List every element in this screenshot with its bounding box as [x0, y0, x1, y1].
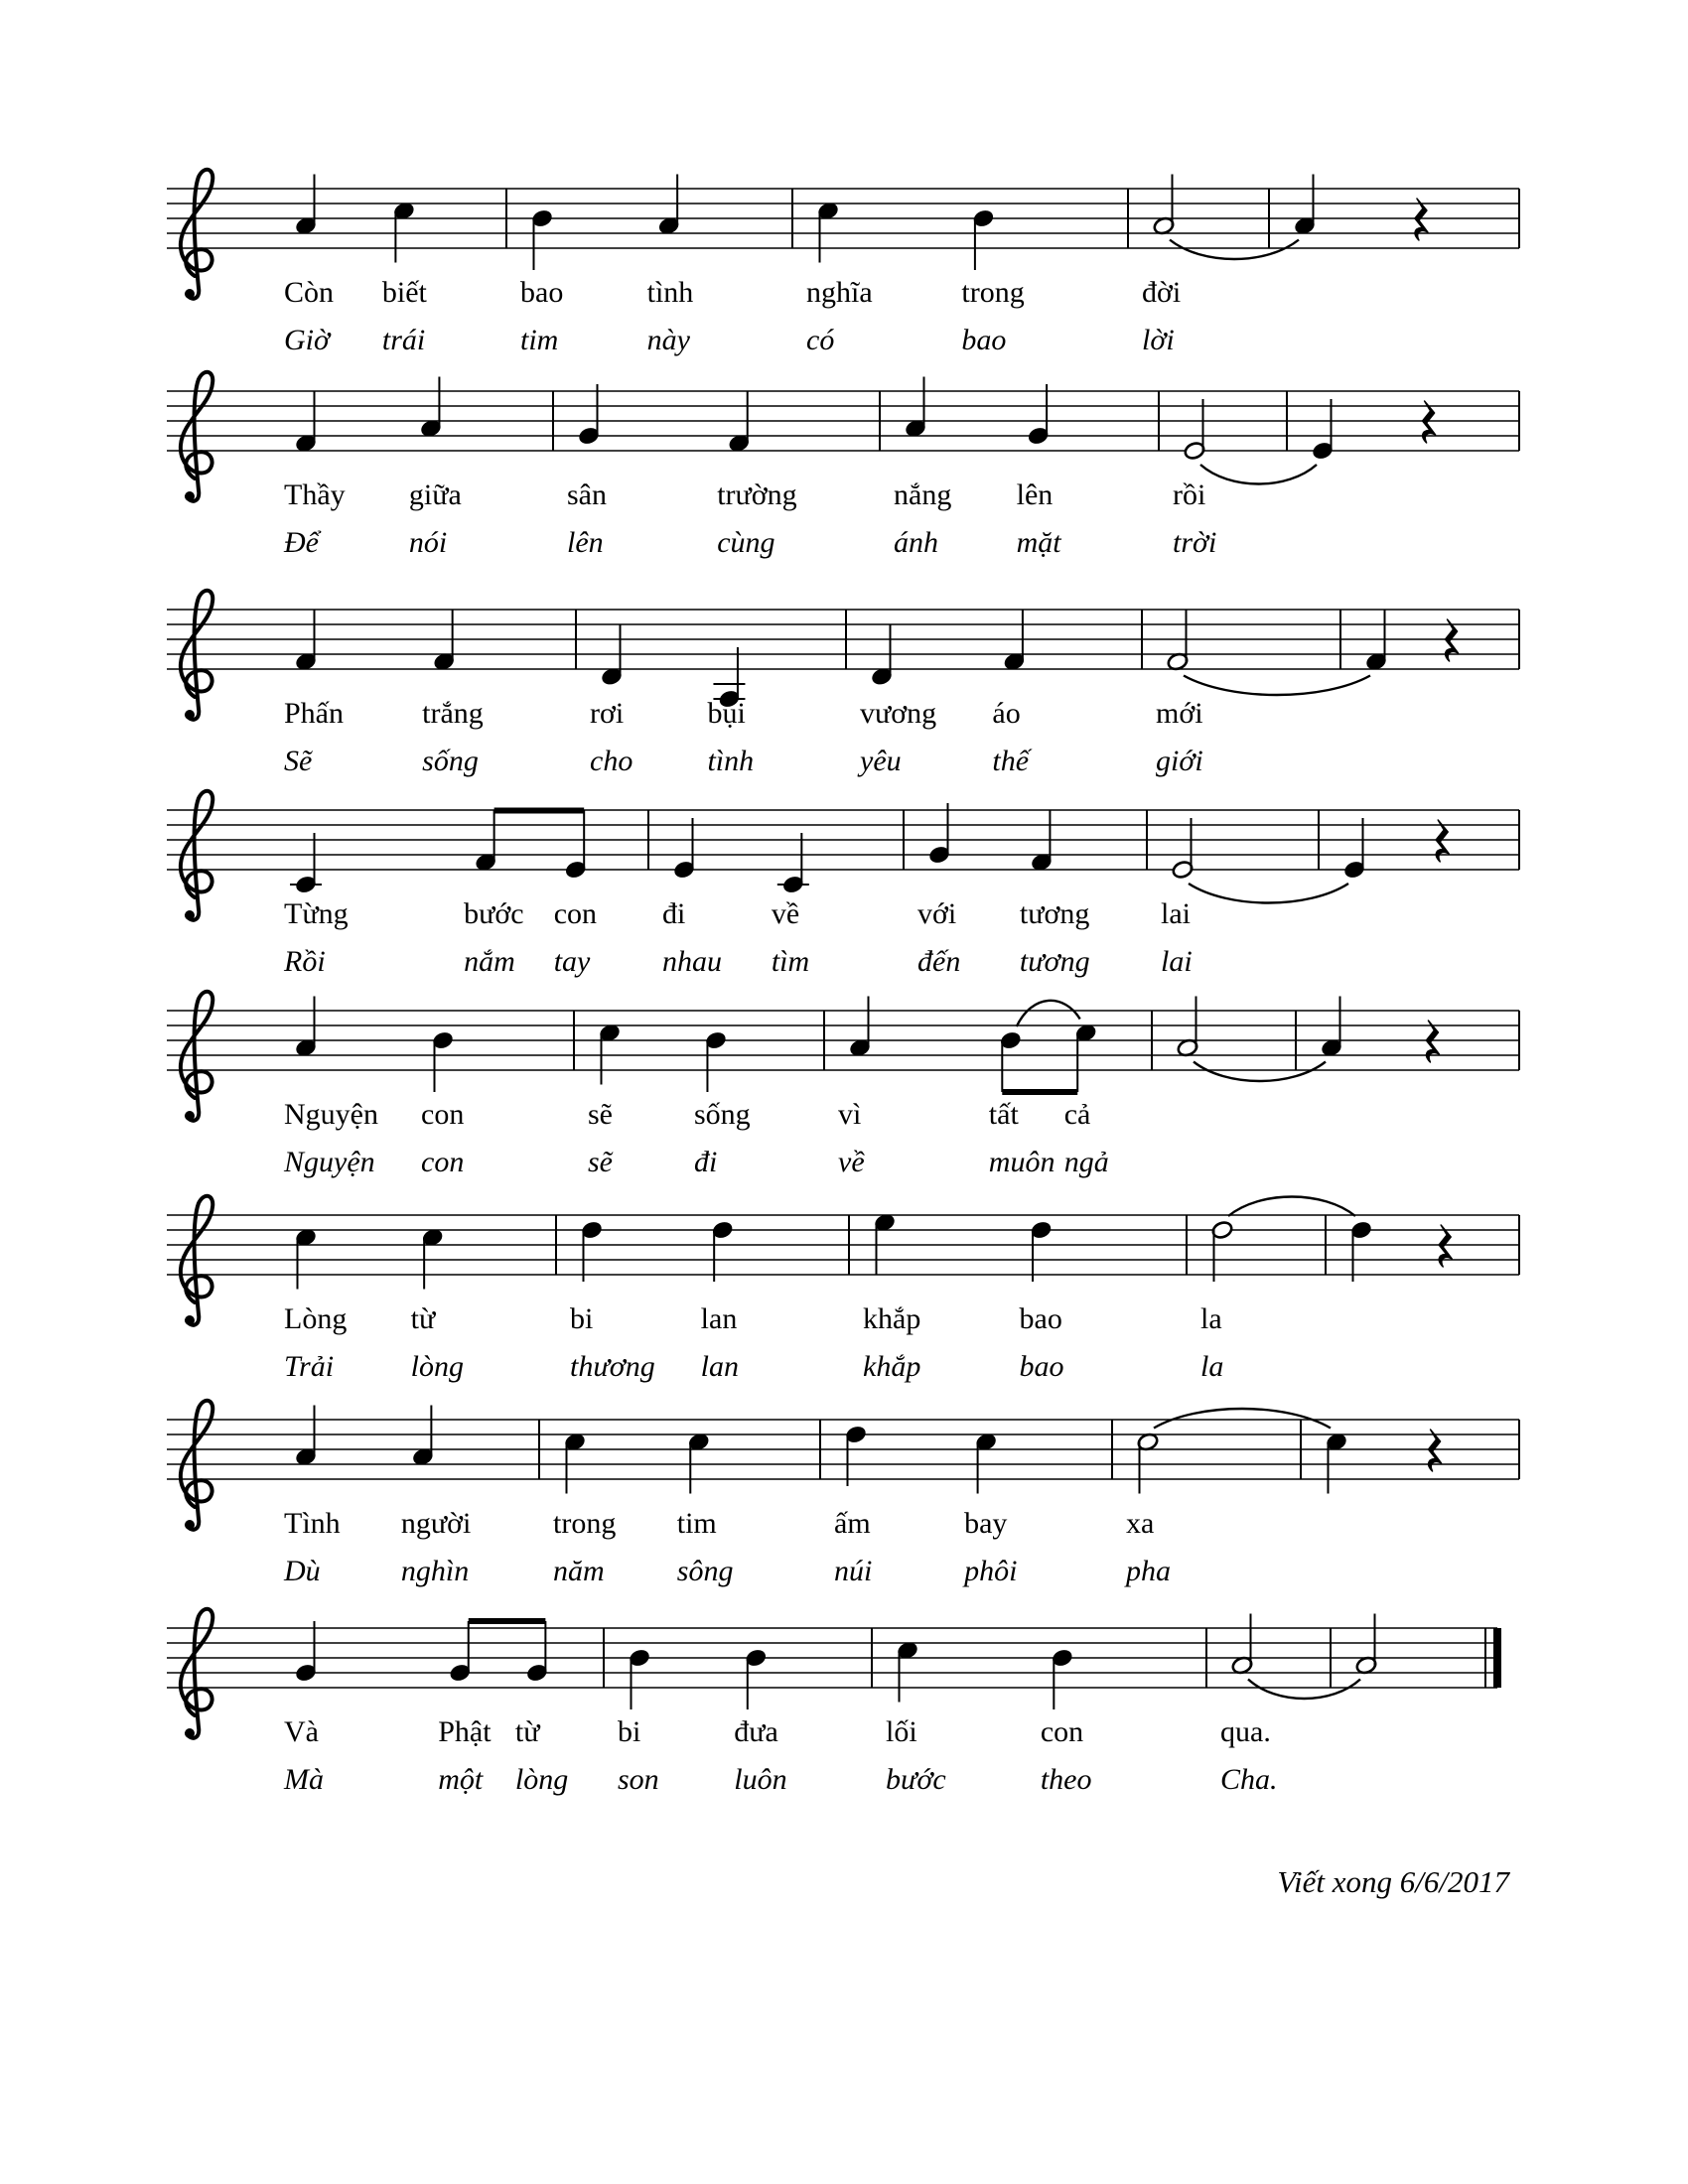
verse1-lyric: Và — [284, 1715, 319, 1748]
verse2-lyric: Sẽ — [284, 745, 313, 777]
verse2-lyric: Cha. — [1220, 1763, 1278, 1796]
verse2-lyric: đi — [693, 1146, 718, 1178]
verse2-lyric: Mà — [284, 1763, 324, 1796]
verse1-lyric: bi — [570, 1302, 594, 1335]
verse1-lyric: nghĩa — [806, 276, 873, 309]
verse2-lyric: bước — [886, 1763, 946, 1796]
verse1-lyric: con — [553, 897, 598, 930]
verse2-lyric: lời — [1142, 324, 1175, 356]
completion-date: Viết xong 6/6/2017 — [1277, 1864, 1509, 1899]
verse1-lyric: áo — [992, 697, 1021, 730]
verse2-lyric: sống — [422, 745, 479, 777]
verse2-lyric: khắp — [863, 1350, 921, 1383]
treble-clef-tail-icon — [185, 491, 195, 501]
verse2-lyric: Rồi — [284, 945, 326, 978]
verse1-lyric: Phật — [438, 1715, 492, 1748]
verse1-lyric: bi — [618, 1715, 641, 1748]
verse2-lyric: lên — [567, 526, 604, 559]
verse1-lyric: tình — [646, 276, 694, 309]
tie-curve — [1228, 1197, 1355, 1217]
verse2-lyric: nói — [408, 526, 448, 559]
verse1-lyric: từ — [514, 1715, 540, 1748]
verse1-lyric: trong — [553, 1507, 617, 1540]
verse2-lyric: năm — [553, 1555, 605, 1587]
verse2-lyric: cho — [590, 745, 633, 777]
verse1-lyric: bao — [1019, 1302, 1062, 1335]
verse1-lyric: lên — [1016, 478, 1054, 511]
verse1-lyric: Từng — [284, 897, 349, 930]
verse1-lyric: tương — [1019, 897, 1090, 930]
verse2-lyric: có — [806, 324, 835, 356]
verse2-lyric: Dù — [284, 1555, 321, 1587]
verse1-lyric: lan — [700, 1302, 738, 1335]
treble-clef-tail-icon — [185, 289, 195, 299]
verse1-lyric: bụi — [707, 697, 746, 730]
verse2-lyric: bao — [1019, 1350, 1064, 1383]
verse2-lyric: ngả — [1063, 1146, 1109, 1178]
verse1-lyric: bao — [520, 276, 564, 309]
verse1-lyric: xa — [1126, 1507, 1155, 1540]
verse2-lyric: lan — [700, 1350, 740, 1383]
verse1-lyric: trắng — [422, 697, 484, 730]
verse1-lyric: vương — [860, 697, 937, 730]
verse1-lyric: tim — [676, 1507, 717, 1540]
verse1-lyric: nắng — [894, 478, 952, 511]
verse1-lyric: vì — [838, 1098, 862, 1131]
verse1-lyric: rồi — [1173, 478, 1206, 511]
verse2-lyric: lòng — [514, 1763, 569, 1796]
tie-curve — [1170, 240, 1299, 260]
verse2-lyric: trời — [1173, 526, 1217, 559]
verse2-lyric: về — [838, 1146, 865, 1178]
tie-curve — [1184, 676, 1370, 696]
verse2-lyric: Nguyện — [284, 1146, 375, 1178]
verse1-lyric: từ — [410, 1302, 436, 1335]
verse1-lyric: đi — [662, 897, 686, 930]
verse2-lyric: núi — [834, 1555, 873, 1587]
verse1-lyric: trong — [961, 276, 1025, 309]
verse1-lyric: khắp — [863, 1302, 921, 1335]
verse2-lyric: la — [1200, 1350, 1224, 1383]
verse1-lyric: tất — [988, 1098, 1019, 1131]
verse2-lyric: ánh — [894, 526, 938, 559]
verse1-lyric: cả — [1063, 1098, 1091, 1131]
verse1-lyric: con — [421, 1098, 465, 1131]
verse2-lyric: tình — [707, 745, 755, 777]
verse2-lyric: trái — [381, 324, 426, 356]
verse2-lyric: thương — [570, 1350, 655, 1383]
verse1-lyric: mới — [1156, 697, 1203, 730]
verse2-lyric: son — [618, 1763, 659, 1796]
verse2-lyric: thế — [992, 745, 1030, 777]
verse2-lyric: đến — [917, 945, 961, 978]
verse2-lyric: cùng — [717, 526, 775, 559]
verse2-lyric: này — [646, 324, 690, 356]
treble-clef-tail-icon — [185, 1520, 195, 1530]
verse1-lyric: Thầy — [284, 478, 346, 511]
verse2-lyric: sông — [676, 1555, 734, 1587]
verse2-lyric: tay — [553, 945, 591, 978]
verse2-lyric: giới — [1156, 745, 1203, 777]
verse1-lyric: con — [1040, 1715, 1084, 1748]
tie-curve — [1194, 1062, 1326, 1082]
treble-clef-tail-icon — [185, 1728, 195, 1738]
verse1-lyric: trường — [717, 478, 797, 511]
verse2-lyric: Để — [284, 526, 319, 559]
verse1-lyric: Phấn — [284, 697, 344, 730]
verse1-lyric: lai — [1161, 897, 1191, 930]
verse2-lyric: yêu — [860, 745, 902, 777]
verse1-lyric: biết — [381, 276, 427, 309]
verse2-lyric: nhau — [662, 945, 722, 978]
verse2-lyric: phôi — [964, 1555, 1018, 1587]
treble-clef-tail-icon — [185, 910, 195, 920]
verse1-lyric: với — [917, 897, 957, 930]
verse2-lyric: luôn — [734, 1763, 787, 1796]
tie-curve — [1189, 884, 1348, 903]
verse1-lyric: sân — [567, 478, 607, 511]
verse1-lyric: Còn — [284, 276, 335, 309]
verse2-lyric: Giờ — [284, 324, 331, 356]
verse1-lyric: Lòng — [284, 1302, 348, 1335]
verse1-lyric: rơi — [590, 697, 625, 730]
verse1-lyric: sẽ — [588, 1098, 613, 1131]
verse2-lyric: muôn — [988, 1146, 1055, 1178]
verse2-lyric: con — [421, 1146, 465, 1178]
verse1-lyric: giữa — [408, 478, 462, 511]
verse1-lyric: sống — [693, 1098, 751, 1131]
tie-curve — [1248, 1680, 1360, 1700]
verse1-lyric: bước — [464, 897, 524, 930]
verse2-lyric: tim — [520, 324, 559, 356]
verse1-lyric: người — [400, 1507, 472, 1540]
verse2-lyric: Trải — [284, 1350, 335, 1383]
verse1-lyric: bay — [964, 1507, 1008, 1540]
verse1-lyric: qua. — [1220, 1715, 1271, 1748]
verse2-lyric: lai — [1161, 945, 1193, 978]
verse2-lyric: lòng — [410, 1350, 464, 1383]
verse2-lyric: tương — [1019, 945, 1090, 978]
verse2-lyric: bao — [961, 324, 1007, 356]
verse1-lyric: la — [1200, 1302, 1222, 1335]
verse1-lyric: Tình — [284, 1507, 341, 1540]
verse2-lyric: nghìn — [400, 1555, 470, 1587]
treble-clef-tail-icon — [185, 710, 195, 720]
treble-clef-tail-icon — [185, 1111, 195, 1121]
tie-curve — [1154, 1409, 1331, 1429]
verse2-lyric: tìm — [771, 945, 810, 978]
verse1-lyric: lối — [886, 1715, 917, 1748]
verse1-lyric: Nguyện — [284, 1098, 378, 1131]
verse2-lyric: một — [438, 1763, 484, 1796]
tie-curve — [1200, 465, 1317, 484]
treble-clef-tail-icon — [185, 1315, 195, 1325]
verse2-lyric: nắm — [464, 945, 515, 978]
verse1-lyric: ấm — [834, 1507, 871, 1540]
verse2-lyric: sẽ — [588, 1146, 613, 1178]
verse2-lyric: theo — [1040, 1763, 1092, 1796]
verse1-lyric: đời — [1142, 276, 1182, 309]
tie-curve — [1017, 1001, 1080, 1026]
verse2-lyric: pha — [1126, 1555, 1171, 1587]
verse1-lyric: về — [771, 897, 800, 930]
verse1-lyric: đưa — [734, 1715, 778, 1748]
verse2-lyric: mặt — [1016, 526, 1061, 559]
